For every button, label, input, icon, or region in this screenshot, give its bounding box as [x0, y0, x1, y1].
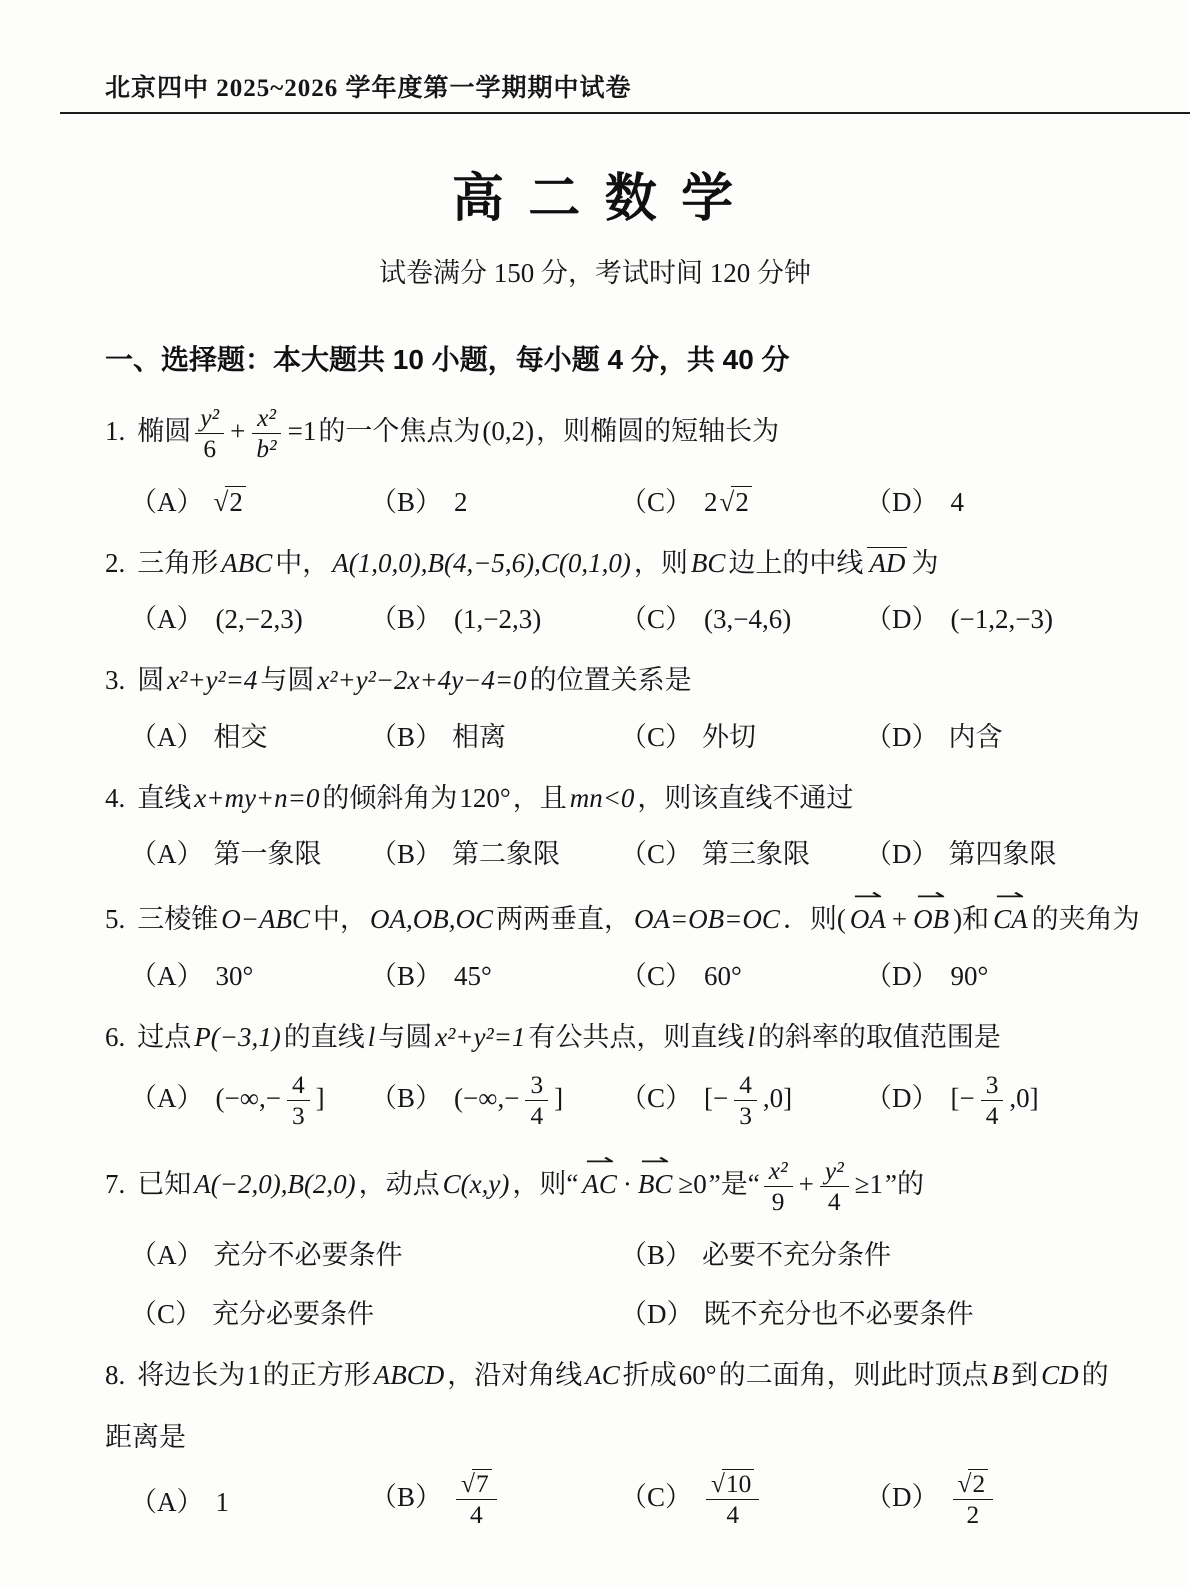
- option-d: [620, 1292, 1160, 1331]
- square-root: [958, 1470, 989, 1498]
- question-8-stem-line2: 距离是: [105, 1422, 186, 1453]
- option-label: （B）: [370, 721, 443, 752]
- interval-close: ,0]: [1009, 1083, 1039, 1114]
- option-b: [370, 954, 620, 993]
- option-label: （A）: [130, 486, 204, 517]
- question-1-options: [130, 480, 1160, 519]
- option-b: [370, 1071, 620, 1131]
- question-number: 5.: [105, 904, 126, 935]
- fraction-denominator: 3: [739, 1102, 752, 1131]
- fraction-numerator: [456, 1470, 497, 1500]
- text-run: 与圆: [260, 665, 315, 696]
- fraction-numerator: [953, 1470, 994, 1500]
- vector: [582, 1147, 617, 1202]
- option-value: 既不充分也不必要条件: [703, 1298, 974, 1329]
- question-number: 7.: [105, 1168, 126, 1199]
- text-run: 过点: [137, 1021, 192, 1052]
- option-label: （D）: [865, 960, 939, 991]
- question-7-stem: [105, 1147, 1150, 1217]
- text-run: 椭圆: [137, 416, 192, 447]
- math-run: l: [747, 1021, 755, 1052]
- question-8-options: [130, 1470, 1160, 1530]
- fraction: [251, 404, 281, 464]
- math-run: ≥0: [678, 1168, 707, 1199]
- text-run: 为: [911, 547, 939, 578]
- option-label: （B）: [370, 839, 443, 870]
- option-label: （D）: [865, 486, 939, 517]
- option-label: （B）: [370, 486, 443, 517]
- option-value: 充分必要条件: [212, 1298, 375, 1329]
- question-number: 8.: [105, 1359, 126, 1390]
- math-run: 1: [247, 1359, 261, 1390]
- text-run: ，则该直线不通过: [637, 782, 854, 813]
- fraction-denominator: b²: [256, 435, 277, 464]
- question-6-options: [130, 1071, 1160, 1131]
- fraction-numerator: x²: [764, 1157, 793, 1187]
- fraction: [764, 1157, 793, 1217]
- fraction-denominator: 4: [469, 1501, 483, 1530]
- text-run: 的二面角，则此时顶点: [718, 1359, 989, 1390]
- option-label: （D）: [865, 604, 939, 635]
- math-run: +: [230, 416, 246, 447]
- option-value: 2: [454, 486, 468, 517]
- option-value: 外切: [702, 721, 757, 752]
- section-heading: 一、选择题：本大题共 10 小题，每小题 4 分，共 40 分: [105, 344, 790, 375]
- math-run: O−ABC: [221, 904, 310, 935]
- text-run: ，则: [633, 547, 688, 578]
- math-run: x²+y²=1: [435, 1021, 526, 1052]
- option-value: (−1,2,−3): [950, 604, 1053, 635]
- text-run: 与圆: [378, 1021, 433, 1052]
- fraction: [820, 1157, 849, 1217]
- option-c: [620, 597, 865, 636]
- option-label: （C）: [620, 839, 693, 870]
- fraction-numerator: y²: [195, 404, 224, 434]
- option-label: （C）: [620, 1083, 693, 1114]
- text-run: 边上的中线: [728, 547, 864, 578]
- option-value: 第一象限: [213, 839, 322, 870]
- text-run: 三角形: [137, 547, 219, 578]
- question-8-stem: [105, 1357, 1150, 1393]
- option-a: [130, 715, 370, 754]
- option-label: （C）: [620, 1482, 693, 1513]
- option-d: [865, 1071, 1160, 1131]
- text-run: 两两垂直，: [495, 904, 631, 935]
- text-run: 中，: [312, 904, 367, 935]
- math-run: x²+y²−2x+4y−4=0: [317, 665, 527, 696]
- option-value: 第四象限: [948, 839, 1057, 870]
- fraction-numerator: 3: [525, 1071, 548, 1101]
- option-d: [865, 480, 1160, 519]
- option-c: [620, 480, 865, 519]
- fraction-numerator: x²: [252, 404, 281, 434]
- text-run: 直线: [137, 782, 192, 813]
- page-title: 高 二 数 学: [451, 170, 739, 228]
- option-b: [620, 1233, 1160, 1272]
- option-value: 30°: [215, 960, 254, 991]
- vector-bar: [867, 547, 907, 579]
- text-run: 的位置关系是: [529, 665, 692, 696]
- vector-arrow-icon: ⇀: [640, 1147, 671, 1173]
- vector-arrow-icon: ⇀: [916, 882, 947, 908]
- fraction: [734, 1071, 757, 1131]
- option-b: [370, 480, 620, 519]
- question-2-stem: [105, 545, 1150, 581]
- math-run: OA,OB,OC: [369, 904, 493, 935]
- fraction-denominator: 3: [291, 1102, 305, 1131]
- header-divider-line: [60, 112, 1190, 114]
- option-value: 1: [215, 1487, 229, 1518]
- vector-arrow-icon: ⇀: [852, 882, 883, 908]
- fraction-numerator: 3: [981, 1071, 1004, 1101]
- fraction: [456, 1470, 497, 1530]
- math-run: A(1,0,0),B(4,−5,6),C(0,1,0): [332, 547, 631, 578]
- text-run: 的正方形: [262, 1359, 371, 1390]
- option-a: [130, 1480, 370, 1519]
- math-run: x²+y²=4: [167, 665, 258, 696]
- fraction: [981, 1071, 1004, 1131]
- square-root: [711, 1470, 754, 1498]
- fraction-denominator: 4: [726, 1501, 740, 1530]
- math-run: P(−3,1): [194, 1021, 281, 1052]
- option-c: [620, 1470, 865, 1530]
- question-number: 2.: [105, 547, 126, 578]
- vector: [637, 1147, 673, 1202]
- interval-open: (−∞,−: [215, 1083, 281, 1114]
- option-label: （A）: [130, 1487, 204, 1518]
- question-number: 4.: [105, 782, 126, 813]
- option-label: （B）: [370, 1083, 443, 1114]
- option-label: （A）: [130, 1239, 204, 1270]
- text-run: 折成: [622, 1359, 677, 1390]
- option-c: [620, 1071, 865, 1131]
- question-number: 6.: [105, 1021, 126, 1052]
- question-5-options: [130, 954, 1160, 993]
- option-value: 第三象限: [702, 839, 811, 870]
- fraction: [525, 1071, 548, 1131]
- option-label: （D）: [865, 839, 939, 870]
- fraction-denominator: 9: [771, 1188, 785, 1217]
- option-value: (2,−2,3): [215, 604, 303, 635]
- vector-name: AD: [869, 547, 906, 578]
- option-label: （A）: [130, 1083, 204, 1114]
- option-label: （D）: [865, 721, 939, 752]
- option-d: [865, 1470, 1160, 1530]
- text-run: ，且: [512, 782, 567, 813]
- option-a: [130, 1233, 620, 1272]
- question-3-options: [130, 715, 1160, 754]
- text-run: 的倾斜角为: [322, 782, 458, 813]
- option-a: [130, 1071, 370, 1131]
- math-run: 60°: [678, 1359, 717, 1390]
- vector-name: OA: [849, 904, 886, 935]
- math-run: BC: [690, 547, 726, 578]
- option-value: 90°: [950, 960, 989, 991]
- text-run: 已知: [137, 1168, 192, 1199]
- radical-sign: √: [957, 1470, 972, 1499]
- question-4-stem: [105, 780, 1150, 816]
- text-run: 到: [1011, 1359, 1039, 1390]
- square-root: [720, 487, 752, 517]
- option-c: [620, 715, 865, 754]
- fraction-numerator: [706, 1470, 759, 1500]
- dot-operator: ·: [622, 1168, 632, 1199]
- fraction-numerator: 4: [287, 1071, 310, 1101]
- radical-sign: √: [719, 486, 735, 517]
- math-run: C(x,y): [442, 1168, 510, 1199]
- vector-name: CA: [993, 904, 1028, 935]
- text-run: ”是“: [708, 1168, 760, 1199]
- interval-open: [−: [950, 1083, 975, 1114]
- question-number: 1.: [105, 416, 126, 447]
- math-run: =1: [287, 416, 317, 447]
- option-label: （C）: [620, 604, 693, 635]
- option-label: （A）: [130, 960, 204, 991]
- radical-sign: √: [213, 486, 229, 517]
- math-run: ABC: [221, 547, 273, 578]
- interval-close: ]: [315, 1083, 325, 1114]
- math-run: A(−2,0),B(2,0): [194, 1168, 356, 1199]
- option-value: (3,−4,6): [704, 604, 792, 635]
- radicand: 10: [722, 1469, 754, 1498]
- interval-open: (−∞,−: [454, 1083, 520, 1114]
- option-value: 充分不必要条件: [213, 1239, 403, 1270]
- text-run: 有公共点，则直线: [528, 1021, 745, 1052]
- option-label: （C）: [620, 486, 693, 517]
- vector-name: AC: [582, 1168, 617, 1199]
- option-label: （A）: [130, 839, 204, 870]
- interval-close: ,0]: [762, 1083, 793, 1114]
- option-label: （D）: [865, 1083, 939, 1114]
- option-b: [370, 1470, 620, 1530]
- text-run: 中，: [275, 547, 330, 578]
- text-run: ，则“: [512, 1168, 579, 1199]
- vector-arrow-icon: ⇀: [584, 1147, 615, 1173]
- math-run: l: [367, 1021, 376, 1052]
- option-a: [130, 480, 370, 519]
- text-run: ，沿对角线: [447, 1359, 583, 1390]
- fraction-denominator: 6: [203, 435, 217, 464]
- text-run: 将边长为: [137, 1359, 246, 1390]
- math-run: AC: [585, 1359, 620, 1390]
- text-run: 的: [1081, 1359, 1109, 1390]
- vector-name: BC: [637, 1168, 673, 1199]
- text-run: ，则椭圆的短轴长为: [536, 416, 780, 447]
- square-root: [214, 487, 246, 517]
- question-6-stem: [105, 1019, 1150, 1055]
- option-value: 相交: [213, 721, 268, 752]
- text-run: 三棱锥: [137, 904, 219, 935]
- option-label: （D）: [620, 1298, 694, 1329]
- vector-name: OB: [913, 904, 950, 935]
- text-run: 的夹角为: [1031, 904, 1140, 935]
- math-run: ≥1: [854, 1168, 884, 1199]
- option-value: 第二象限: [452, 839, 561, 870]
- fraction: [195, 404, 224, 464]
- option-a: [130, 954, 370, 993]
- text-run: 的一个焦点为: [318, 416, 481, 447]
- fraction-denominator: 4: [827, 1188, 841, 1217]
- exam-subtitle: 试卷满分 150 分，考试时间 120 分钟: [379, 258, 811, 288]
- text-run: 圆: [137, 665, 165, 696]
- question-3-stem: [105, 662, 1150, 698]
- option-value: 内含: [948, 721, 1003, 752]
- option-b: [370, 715, 620, 754]
- text-run: ，动点: [358, 1168, 440, 1199]
- radicand: 2: [731, 486, 752, 517]
- radical-sign: √: [461, 1470, 475, 1499]
- vector: [993, 882, 1028, 937]
- math-run: (0,2): [482, 416, 535, 447]
- option-label: （C）: [620, 960, 693, 991]
- option-value: 4: [950, 486, 964, 517]
- radical-sign: √: [711, 1470, 725, 1499]
- option-value: 45°: [454, 960, 492, 991]
- coefficient: 2: [704, 486, 718, 517]
- option-label: （B）: [370, 604, 443, 635]
- option-label: （B）: [370, 960, 443, 991]
- fraction-denominator: 2: [966, 1501, 980, 1530]
- option-b: [370, 597, 620, 636]
- math-run: mn<0: [569, 782, 635, 813]
- vector: [913, 882, 950, 937]
- math-run: CD: [1041, 1359, 1079, 1390]
- option-d: [865, 954, 1160, 993]
- fraction: [953, 1470, 994, 1530]
- option-label: （D）: [865, 1482, 939, 1513]
- question-2-options: [130, 597, 1160, 636]
- radicand: 2: [968, 1469, 988, 1498]
- fraction: [287, 1071, 310, 1131]
- fraction-numerator: y²: [820, 1157, 849, 1187]
- option-label: （B）: [620, 1239, 693, 1270]
- option-label: （C）: [620, 721, 693, 752]
- math-run: 120°: [459, 782, 511, 813]
- option-value: 必要不充分条件: [702, 1239, 892, 1270]
- text-run: 的斜率的取值范围是: [757, 1021, 1001, 1052]
- question-1-stem: [105, 404, 1150, 464]
- option-d: [865, 597, 1160, 636]
- option-value: 60°: [704, 960, 742, 991]
- option-label: （A）: [130, 721, 204, 752]
- fraction: [706, 1470, 759, 1530]
- vector: [849, 882, 886, 937]
- math-run: OA=OB=OC: [633, 904, 780, 935]
- math-run: ABCD: [373, 1359, 445, 1390]
- text-run: ”的: [885, 1168, 924, 1199]
- math-run: +: [798, 1168, 814, 1199]
- radicand: 7: [472, 1469, 492, 1498]
- option-c: [620, 954, 865, 993]
- text-run: 的直线: [283, 1021, 365, 1052]
- question-4-options: [130, 832, 1160, 871]
- text-run: ．则(: [782, 904, 846, 935]
- interval-close: ]: [554, 1083, 564, 1114]
- option-label: （C）: [130, 1298, 203, 1329]
- option-label: （B）: [370, 1482, 443, 1513]
- exam-header: 北京四中 2025~2026 学年度第一学期期中试卷: [105, 75, 632, 102]
- interval-open: [−: [704, 1083, 729, 1114]
- option-d: [865, 832, 1160, 871]
- square-root: [461, 1470, 492, 1498]
- fraction-numerator: 4: [734, 1071, 757, 1101]
- option-c: [620, 832, 865, 871]
- fraction-denominator: 4: [530, 1102, 544, 1131]
- option-value: (1,−2,3): [454, 604, 542, 635]
- option-a: [130, 832, 370, 871]
- fraction-denominator: 4: [985, 1102, 999, 1131]
- option-b: [370, 832, 620, 871]
- radicand: 2: [225, 486, 246, 517]
- option-a: [130, 597, 370, 636]
- option-label: （A）: [130, 604, 204, 635]
- question-number: 3.: [105, 665, 126, 696]
- question-5-stem: [105, 882, 1150, 937]
- option-c: [130, 1292, 620, 1331]
- text-run: )和: [953, 904, 990, 935]
- option-value: 相离: [452, 721, 507, 752]
- question-7-options: [130, 1233, 1160, 1331]
- math-run: +: [891, 904, 908, 935]
- option-d: [865, 715, 1160, 754]
- math-run: x+my+n=0: [194, 782, 320, 813]
- vector-arrow-icon: ⇀: [995, 882, 1026, 908]
- math-run: B: [991, 1359, 1009, 1390]
